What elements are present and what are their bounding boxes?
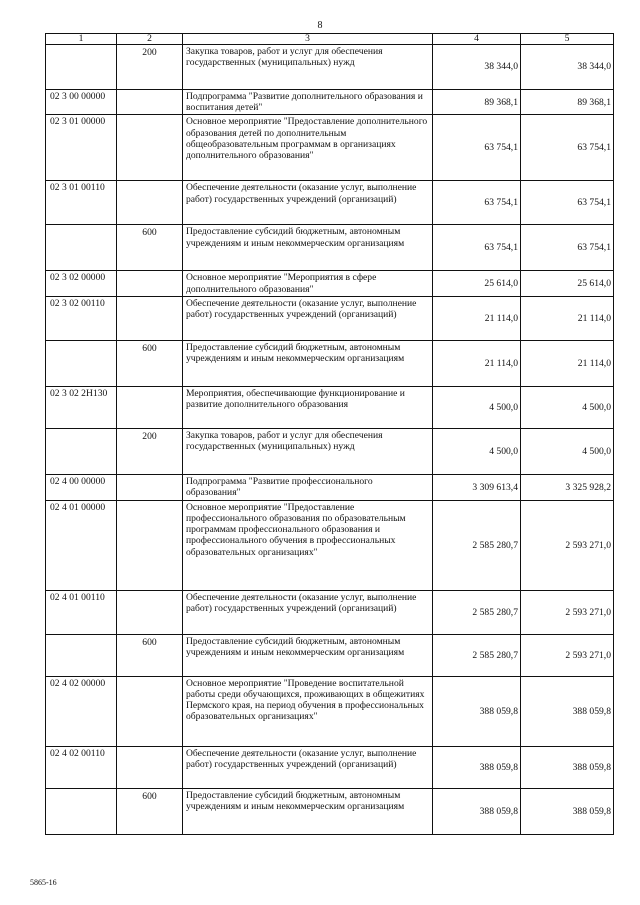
row-name-cell: Предоставление субсидий бюджетным, автономным учреждениям и иным некоммерческим организациям: [183, 340, 433, 386]
row-type-cell: [117, 90, 183, 115]
table-header-row: [46, 34, 614, 45]
header-cell: 3: [183, 34, 433, 45]
row-value-col4: 63 754,1: [433, 225, 521, 271]
row-name-cell: Обеспечение деятельности (оказание услуг, выполнение работ) государственных учреждений (организаций): [183, 746, 433, 788]
row-name-cell: Подпрограмма "Развитие дополнительного образования и воспитания детей": [183, 90, 433, 115]
page-number: 8: [317, 20, 323, 31]
row-name-cell: Закупка товаров, работ и услуг для обеспечения государственных (муниципальных) нужд: [183, 428, 433, 474]
table-row: [46, 271, 614, 296]
table-row: [46, 500, 614, 590]
row-code-cell: 02 4 02 00000: [46, 676, 117, 746]
row-value-col5: 4 500,0: [521, 428, 614, 474]
table-row: [46, 590, 614, 634]
row-value-col5: 63 754,1: [521, 115, 614, 181]
row-value-col4: 2 585 280,7: [433, 590, 521, 634]
row-type-cell: [117, 676, 183, 746]
row-value-col4: 2 585 280,7: [433, 500, 521, 590]
row-code-cell: 02 4 01 00110: [46, 590, 117, 634]
row-code-cell: 02 3 01 00110: [46, 181, 117, 225]
table-row: [46, 746, 614, 788]
row-name-cell: Предоставление субсидий бюджетным, автономным учреждениям и иным некоммерческим организациям: [183, 225, 433, 271]
row-code-cell: [46, 340, 117, 386]
row-type-cell: [117, 181, 183, 225]
row-value-col5: 2 593 271,0: [521, 634, 614, 676]
row-code-cell: 02 3 02 2Н130: [46, 386, 117, 428]
row-name-cell: Предоставление субсидий бюджетным, автономным учреждениям и иным некоммерческим организациям: [183, 788, 433, 834]
row-value-col4: 2 585 280,7: [433, 634, 521, 676]
row-value-col5: 38 344,0: [521, 45, 614, 90]
table-row: [46, 386, 614, 428]
table-row: [46, 115, 614, 181]
row-value-col4: 388 059,8: [433, 746, 521, 788]
row-type-cell: [117, 474, 183, 500]
row-type-cell: 200: [117, 45, 183, 90]
row-value-col4: 63 754,1: [433, 115, 521, 181]
table-row: [46, 474, 614, 500]
row-value-col4: 4 500,0: [433, 428, 521, 474]
row-value-col5: 4 500,0: [521, 386, 614, 428]
table-row: [46, 296, 614, 340]
header-cell: 1: [46, 34, 117, 45]
row-value-col5: 2 593 271,0: [521, 500, 614, 590]
table-row: [46, 45, 614, 90]
row-value-col4: 63 754,1: [433, 181, 521, 225]
row-value-col5: 388 059,8: [521, 788, 614, 834]
row-name-cell: Подпрограмма "Развитие профессионального образования": [183, 474, 433, 500]
row-type-cell: [117, 386, 183, 428]
row-value-col5: 388 059,8: [521, 676, 614, 746]
row-name-cell: Предоставление субсидий бюджетным, автономным учреждениям и иным некоммерческим организациям: [183, 634, 433, 676]
row-value-col5: 388 059,8: [521, 746, 614, 788]
row-value-col4: 4 500,0: [433, 386, 521, 428]
row-type-cell: 600: [117, 225, 183, 271]
row-type-cell: [117, 115, 183, 181]
row-value-col5: 63 754,1: [521, 225, 614, 271]
header-cell: 5: [521, 34, 614, 45]
row-code-cell: 02 3 02 00000: [46, 271, 117, 296]
row-name-cell: Основное мероприятие "Предоставление дополнительного образования детей по дополнительным общеобразовательным программам в организациях дополнительного образования": [183, 115, 433, 181]
row-name-cell: Мероприятия, обеспечивающие функционирование и развитие дополнительного образования: [183, 386, 433, 428]
row-code-cell: 02 3 02 00110: [46, 296, 117, 340]
row-value-col5: 3 325 928,2: [521, 474, 614, 500]
row-code-cell: 02 4 00 00000: [46, 474, 117, 500]
row-code-cell: [46, 428, 117, 474]
row-type-cell: [117, 590, 183, 634]
row-code-cell: [46, 225, 117, 271]
row-name-cell: Основное мероприятие "Предоставление профессионального образования по образовательным программам профессионального образования и профессионального обучения в профессиональных образовательных организациях": [183, 500, 433, 590]
row-value-col5: 21 114,0: [521, 296, 614, 340]
row-value-col5: 21 114,0: [521, 340, 614, 386]
row-type-cell: 600: [117, 634, 183, 676]
row-value-col5: 89 368,1: [521, 90, 614, 115]
row-name-cell: Основное мероприятие "Мероприятия в сфере дополнительного образования": [183, 271, 433, 296]
table-row: [46, 676, 614, 746]
header-cell: 2: [117, 34, 183, 45]
document-footer-code: 5865-16: [30, 878, 57, 887]
table-row: [46, 428, 614, 474]
row-type-cell: [117, 500, 183, 590]
table-row: [46, 90, 614, 115]
row-type-cell: [117, 271, 183, 296]
row-value-col4: 21 114,0: [433, 340, 521, 386]
table-row: [46, 788, 614, 834]
row-code-cell: 02 4 01 00000: [46, 500, 117, 590]
header-cell: 4: [433, 34, 521, 45]
row-value-col4: 388 059,8: [433, 676, 521, 746]
row-code-cell: [46, 634, 117, 676]
row-name-cell: Обеспечение деятельности (оказание услуг, выполнение работ) государственных учреждений (организаций): [183, 590, 433, 634]
row-name-cell: Закупка товаров, работ и услуг для обеспечения государственных (муниципальных) нужд: [183, 45, 433, 90]
table-row: [46, 181, 614, 225]
row-name-cell: Основное мероприятие "Проведение воспитательной работы среди обучающихся, проживающих в общежитиях Пермского края, на период обучения в профессиональных образовательных организациях": [183, 676, 433, 746]
row-type-cell: 200: [117, 428, 183, 474]
table-row: [46, 225, 614, 271]
row-value-col4: 38 344,0: [433, 45, 521, 90]
table-row: [46, 340, 614, 386]
row-type-cell: [117, 746, 183, 788]
row-code-cell: [46, 788, 117, 834]
row-code-cell: 02 4 02 00110: [46, 746, 117, 788]
row-value-col4: 89 368,1: [433, 90, 521, 115]
row-code-cell: 02 3 00 00000: [46, 90, 117, 115]
row-value-col5: 2 593 271,0: [521, 590, 614, 634]
row-code-cell: [46, 45, 117, 90]
row-value-col5: 63 754,1: [521, 181, 614, 225]
budget-table: [45, 33, 614, 835]
row-code-cell: 02 3 01 00000: [46, 115, 117, 181]
row-value-col4: 388 059,8: [433, 788, 521, 834]
row-name-cell: Обеспечение деятельности (оказание услуг, выполнение работ) государственных учреждений (организаций): [183, 296, 433, 340]
row-value-col5: 25 614,0: [521, 271, 614, 296]
row-value-col4: 25 614,0: [433, 271, 521, 296]
row-name-cell: Обеспечение деятельности (оказание услуг, выполнение работ) государственных учреждений (организаций): [183, 181, 433, 225]
row-value-col4: 3 309 613,4: [433, 474, 521, 500]
row-type-cell: 600: [117, 340, 183, 386]
row-type-cell: [117, 296, 183, 340]
row-value-col4: 21 114,0: [433, 296, 521, 340]
table-row: [46, 634, 614, 676]
row-type-cell: 600: [117, 788, 183, 834]
